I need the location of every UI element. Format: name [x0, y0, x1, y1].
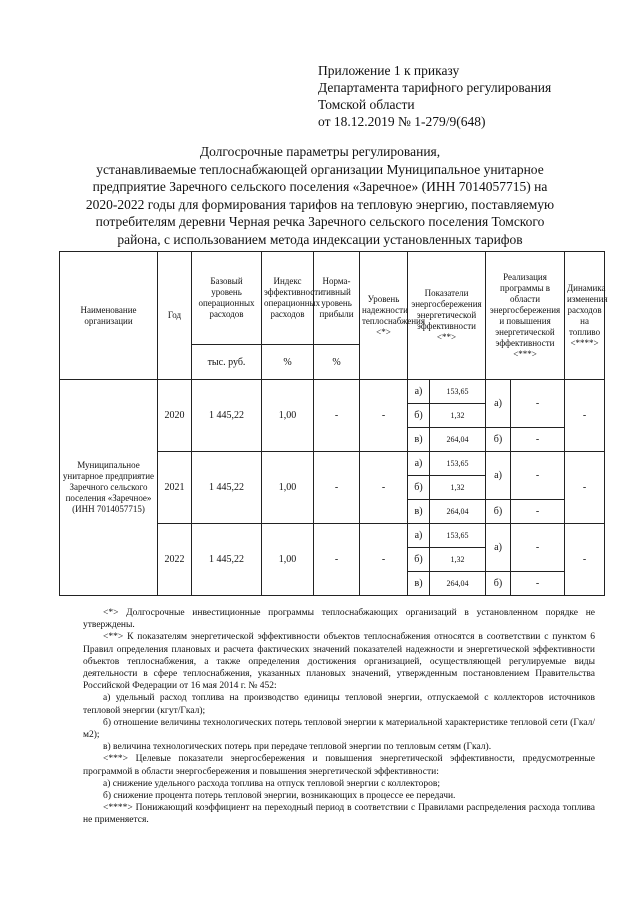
- appendix-line: Томской области: [318, 97, 415, 112]
- reliability-cell: -: [360, 524, 408, 596]
- dynamics-cell: -: [565, 524, 605, 596]
- program-value-cell: -: [511, 572, 565, 596]
- unit-index: %: [262, 345, 314, 380]
- year-cell: 2022: [158, 524, 192, 596]
- program-value-cell: -: [511, 380, 565, 428]
- header-org: Наименование организации: [60, 252, 158, 380]
- year-cell: 2021: [158, 452, 192, 524]
- profit-cell: -: [314, 524, 360, 596]
- base-cell: 1 445,22: [192, 524, 262, 596]
- header-base: Базовый уровень операционных расходов: [192, 252, 262, 345]
- index-cell: 1,00: [262, 524, 314, 596]
- note-2c: в) величина технологических потерь при передаче тепловой энергии по тепловым сетям (Гкал).: [103, 742, 492, 753]
- energy-value-cell: 153,65: [430, 524, 486, 548]
- index-cell: 1,00: [262, 452, 314, 524]
- title-line: Долгосрочные параметры регулирования,: [199, 144, 441, 159]
- reliability-cell: -: [360, 452, 408, 524]
- energy-value-cell: 153,65: [430, 380, 486, 404]
- note-2a: а) удельный расход топлива на производство единицы тепловой энергии, отпускаемой с коллекторов источников тепловой энергии (кгут/Гкал);: [83, 693, 595, 716]
- energy-label-cell: б): [408, 548, 430, 572]
- title-line: района, с использованием метода индексации установленных тарифов: [117, 231, 523, 247]
- base-cell: 1 445,22: [192, 380, 262, 452]
- parameters-table: [59, 251, 608, 596]
- profit-cell: -: [314, 452, 360, 524]
- energy-value-cell: 1,32: [430, 476, 486, 500]
- energy-value-cell: 153,65: [430, 452, 486, 476]
- org-name-cell: Муниципальное унитарное предприятие Заречного сельского поселения «Заречное» (ИНН 7014057715): [60, 380, 158, 596]
- energy-label-cell: в): [408, 572, 430, 596]
- header-index: Индекс эффективности операционных расходов: [262, 252, 314, 345]
- title-line: потребителям деревни Черная речка Заречного сельского поселения Томского: [95, 214, 545, 229]
- header-profit: Норма-тивный уровень прибыли: [314, 252, 360, 345]
- note-3: <***> Целевые показатели энергосбережения и повышения энергетической эффективности, предусмотренные программой в области энергосбережения и повышения энергетической эффективности:: [83, 754, 595, 777]
- title-line: устанавливаемые теплоснабжающей организации Муниципальное унитарное: [96, 161, 544, 177]
- program-label-cell: а): [486, 380, 511, 428]
- header-row: [60, 252, 605, 345]
- energy-value-cell: 1,32: [430, 548, 486, 572]
- program-label-cell: а): [486, 452, 511, 500]
- base-cell: 1 445,22: [192, 452, 262, 524]
- program-value-cell: -: [511, 500, 565, 524]
- appendix-block: [318, 62, 551, 130]
- energy-value-cell: 264,04: [430, 428, 486, 452]
- year-cell: 2020: [158, 380, 192, 452]
- table-row: [60, 380, 605, 404]
- header-reliability: Уровень надежности теплоснабжения <*>: [360, 252, 408, 380]
- program-value-cell: -: [511, 452, 565, 500]
- note-3b: б) снижение процента потерь тепловой энергии, возникающих в процессе ее передачи.: [103, 791, 456, 802]
- dynamics-cell: -: [565, 380, 605, 452]
- note-3a: а) снижение удельного расхода топлива на отпуск тепловой энергии с коллекторов;: [103, 778, 441, 789]
- unit-profit: %: [314, 345, 360, 380]
- note-4: <****> Понижающий коэффициент на переходный период в соответствии с Правилами распределения расхода топлива не применяется.: [83, 803, 595, 826]
- appendix-line: от 18.12.2019 № 1-279/9(648): [318, 114, 486, 129]
- appendix-line: Департамента тарифного регулирования: [318, 80, 552, 95]
- title-line: предприятие Заречного сельского поселения «Заречное» (ИНН 7014057715) на: [92, 179, 548, 194]
- program-value-cell: -: [511, 428, 565, 452]
- energy-value-cell: 1,32: [430, 404, 486, 428]
- header-energy: Показатели энергосбережения энергетической эффективности <**>: [408, 252, 486, 380]
- energy-label-cell: а): [408, 452, 430, 476]
- unit-base: тыс. руб.: [192, 345, 262, 380]
- appendix-line: Приложение 1 к приказу: [318, 63, 460, 78]
- header-program: Реализация программы в области энергосбережения и повышения энергетической эффективности <***>: [486, 252, 565, 380]
- energy-label-cell: в): [408, 500, 430, 524]
- program-value-cell: -: [511, 524, 565, 572]
- energy-label-cell: в): [408, 428, 430, 452]
- energy-label-cell: а): [408, 524, 430, 548]
- program-label-cell: б): [486, 500, 511, 524]
- energy-label-cell: а): [408, 380, 430, 404]
- footnotes: [83, 607, 595, 827]
- header-dynamics: Динамика изменения расходов на топливо <****>: [565, 252, 605, 380]
- energy-label-cell: б): [408, 476, 430, 500]
- energy-value-cell: 264,04: [430, 572, 486, 596]
- index-cell: 1,00: [262, 380, 314, 452]
- note-2: <**> К показателям энергетической эффективности объектов теплоснабжения относятся в соответствии с пунктом 6 Правил определения плановых и расчета фактических значений показателей надежности и энергетической эффективности объектов теплоснабжения, а также определения достижения организацией, осуществляющей регулируемые виды деятельности в сфере теплоснабжения, указанных плановых значений, утвержденным постановлением Правительства Российской Федерации от 16 мая 2014 г. № 452:: [83, 632, 595, 692]
- dynamics-cell: -: [565, 452, 605, 524]
- document-title: [60, 143, 580, 248]
- energy-label-cell: б): [408, 404, 430, 428]
- program-label-cell: а): [486, 524, 511, 572]
- header-year: Год: [158, 252, 192, 380]
- note-1: <*> Долгосрочные инвестиционные программы теплоснабжающих организаций в установленном порядке не утверждены.: [83, 608, 595, 631]
- reliability-cell: -: [360, 380, 408, 452]
- energy-value-cell: 264,04: [430, 500, 486, 524]
- title-line: 2020-2022 годы для формирования тарифов на тепловую энергию, поставляемую: [85, 196, 555, 212]
- note-2b: б) отношение величины технологических потерь тепловой энергии к материальной характеристике тепловой сети (Гкал/м2);: [83, 717, 595, 741]
- table-body: [60, 252, 608, 596]
- program-label-cell: б): [486, 428, 511, 452]
- profit-cell: -: [314, 380, 360, 452]
- program-label-cell: б): [486, 572, 511, 596]
